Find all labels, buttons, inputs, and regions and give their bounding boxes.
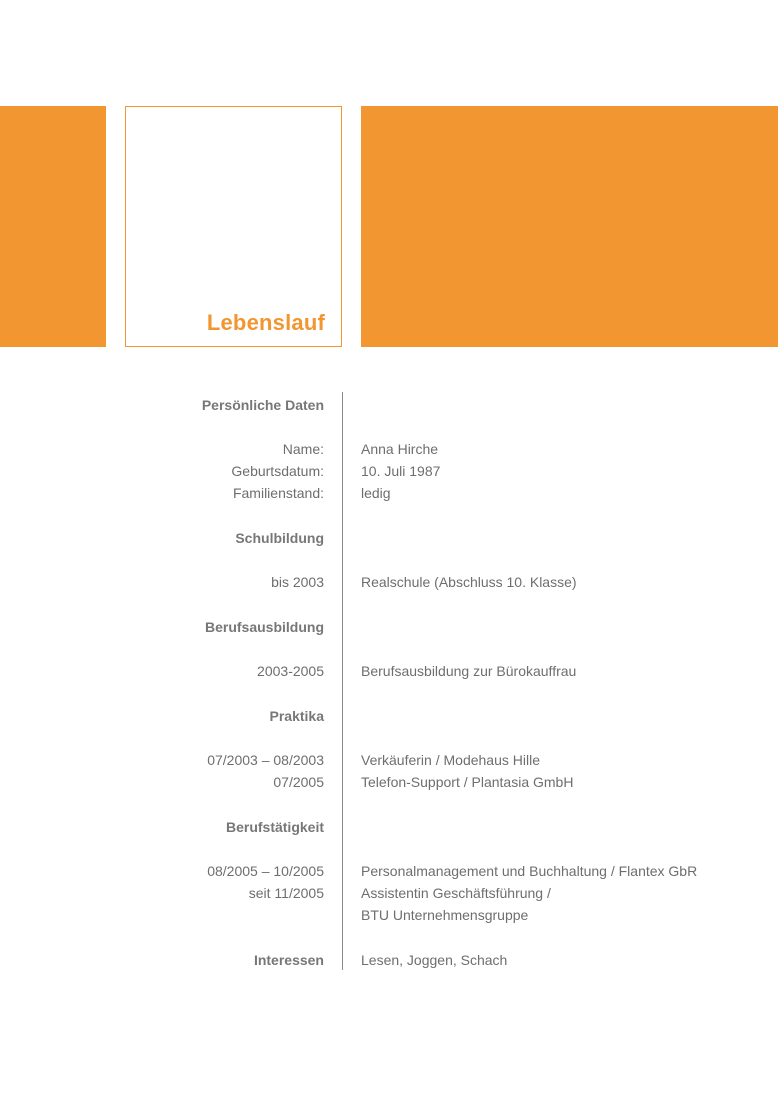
value-internship-1: Verkäuferin / Modehaus Hille	[361, 752, 540, 768]
value-training: Berufsausbildung zur Bürokauffrau	[361, 663, 577, 679]
section-heading-training: Berufsausbildung	[204, 619, 324, 635]
section-heading-personal: Persönliche Daten	[201, 397, 324, 413]
value-birthdate: 10. Juli 1987	[361, 463, 441, 479]
photo-frame	[125, 106, 342, 347]
label-internship-1-period: 07/2003 – 08/2003	[207, 752, 324, 768]
label-marital-status: Familienstand:	[232, 485, 324, 501]
label-employment-1-period: 08/2005 – 10/2005	[207, 863, 324, 879]
value-employment-2: Assistentin Geschäftsführung /	[361, 885, 551, 901]
label-birthdate: Geburtsdatum:	[231, 463, 324, 479]
value-school: Realschule (Abschluss 10. Klasse)	[361, 574, 577, 590]
value-employment-2-company: BTU Unternehmensgruppe	[361, 907, 529, 923]
label-internship-2-period: 07/2005	[273, 774, 324, 790]
section-heading-employment: Berufstätigkeit	[225, 819, 324, 835]
value-interests: Lesen, Joggen, Schach	[361, 952, 508, 968]
label-name: Name:	[282, 441, 324, 457]
section-heading-interests: Interessen	[253, 952, 324, 968]
value-employment-1: Personalmanagement und Buchhaltung / Flantex GbR	[361, 863, 698, 879]
section-heading-internships: Praktika	[269, 708, 324, 724]
label-training-period: 2003-2005	[257, 663, 324, 679]
label-employment-2-period: seit 11/2005	[248, 885, 324, 901]
column-divider	[342, 392, 343, 970]
header-band-right	[361, 106, 778, 347]
document-title: Lebenslauf	[206, 310, 325, 335]
value-internship-2: Telefon-Support / Plantasia GmbH	[361, 774, 574, 790]
value-marital-status: ledig	[361, 485, 391, 501]
value-name: Anna Hirche	[361, 441, 439, 457]
section-heading-school: Schulbildung	[235, 530, 324, 546]
label-school-period: bis 2003	[271, 574, 324, 590]
header-band-left	[0, 106, 106, 347]
